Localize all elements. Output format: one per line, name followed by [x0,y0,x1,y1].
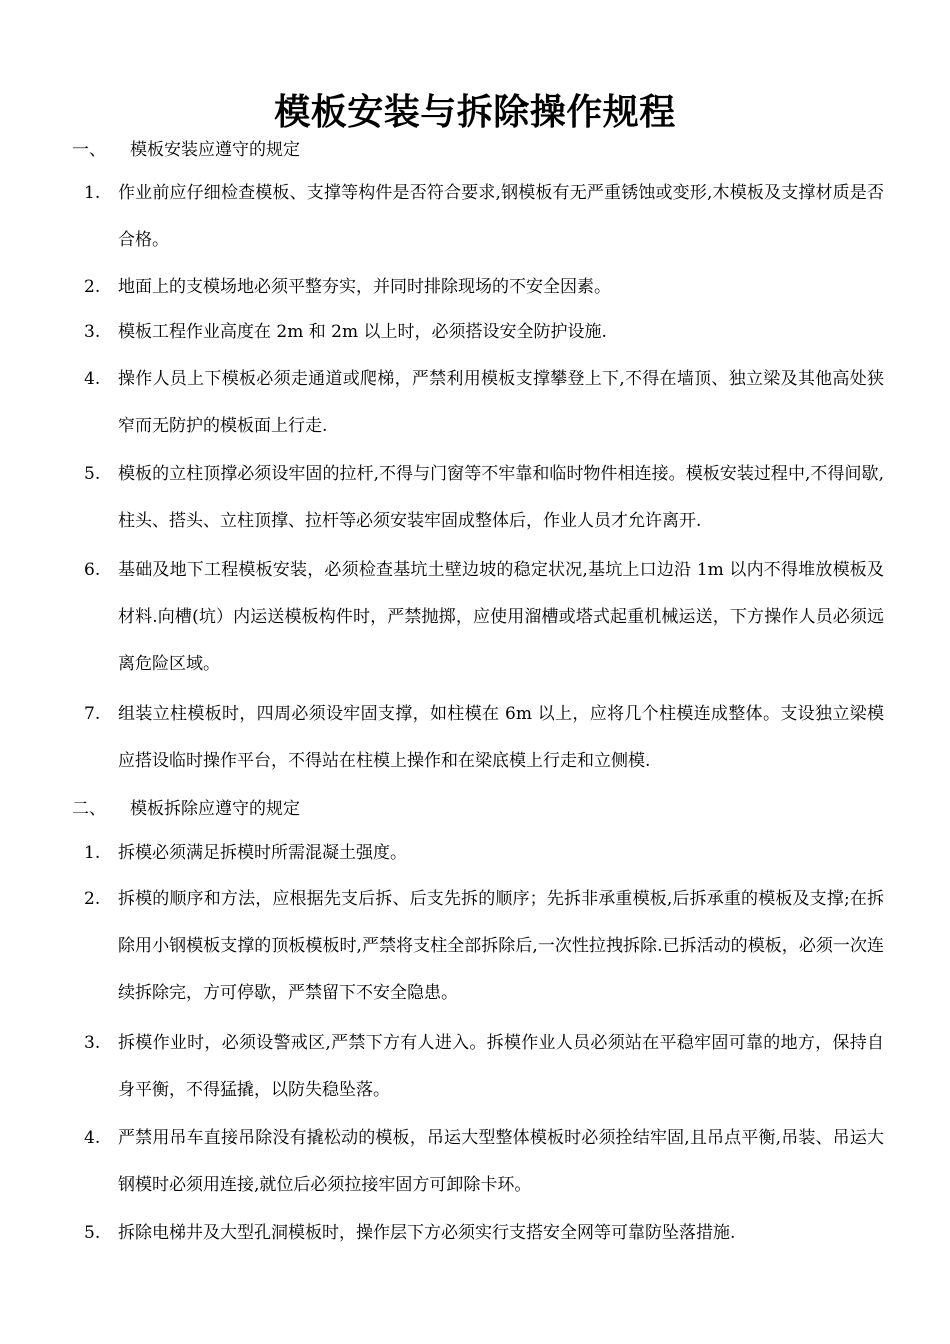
item-text: 组装立柱模板时，四周必须设牢固支撑，如柱模在 6m 以上，应将几个柱模连成整体。支设独立梁模应搭设临时操作平台，不得站在柱模上操作和在梁底模上行走和立侧模. [118,704,884,771]
section-number: 二、 [72,799,106,819]
item-text: 拆模作业时，必须设警戒区,严禁下方有人进入。拆模作业人员必须站在平稳牢固可靠的地方，保持自身平衡，不得猛撬，以防失稳坠落。 [118,1033,884,1100]
item-text: 操作人员上下模板必须走通道或爬梯，严禁利用模板支撑攀登上下,不得在墙顶、独立梁及其他高处狭窄而无防护的模板面上行走. [118,369,884,436]
item-text: 拆模的顺序和方法，应根据先支后拆、后支先拆的顺序；先拆非承重模板,后拆承重的模板及支撑;在拆除用小钢模板支撑的顶板模板时,严禁将支柱全部拆除后,一次性拉拽拆除.已拆活动的模板，必须一次连续拆除完，方可停歇，严禁留下不安全隐患。 [118,889,884,1003]
item-text: 基础及地下工程模板安装，必须检查基坑土壁边坡的稳定状况,基坑上口边沿 1m 以内不得堆放模板及材料.向槽(坑）内运送模板构件时，严禁抛掷，应使用溜槽或塔式起重机械运送，下方操作人员必须远离危险区域。 [118,560,884,674]
section-heading-installation [72,138,300,162]
item-number: 5. [84,464,101,484]
item-number: 2. [84,277,101,297]
section-title: 模板安装应遵守的规定 [130,140,300,160]
item-number: 5. [84,1223,101,1243]
item-number: 1. [84,183,101,203]
item-number: 4. [84,369,101,389]
item-text: 模板的立柱顶撑必须设牢固的拉杆,不得与门窗等不牢靠和临时物件相连接。模板安装过程中,不得间歇,柱头、搭头、立柱顶撑、拉杆等必须安装牢固成整体后，作业人员才允许离开. [118,464,884,531]
item-number: 1. [84,843,101,863]
item-number: 3. [84,1033,101,1053]
item-number: 7. [84,704,101,724]
item-number: 6. [84,560,101,580]
document-title: 模板安装与拆除操作规程 [274,91,676,133]
item-number: 2. [84,889,101,909]
item-number: 3. [84,322,101,342]
item-number: 4. [84,1128,101,1148]
item-text: 作业前应仔细检查模板、支撑等构件是否符合要求,钢模板有无严重锈蚀或变形,木模板及支撑材质是否合格。 [118,183,884,250]
item-text: 地面上的支模场地必须平整夯实，并同时排除现场的不安全因素。 [118,277,611,297]
item-text: 严禁用吊车直接吊除没有撬松动的模板，吊运大型整体模板时必须拴结牢固,且吊点平衡,吊装、吊运大钢模时必须用连接,就位后必须拉接牢固方可卸除卡环。 [118,1128,884,1195]
item-text: 拆除电梯井及大型孔洞模板时，操作层下方必须实行支搭安全网等可靠防坠落措施. [118,1223,736,1243]
section-number: 一、 [72,140,106,160]
item-text: 模板工程作业高度在 2m 和 2m 以上时，必须搭设安全防护设施. [118,322,607,342]
item-text: 拆模必须满足拆模时所需混凝土强度。 [118,843,407,863]
section-heading-removal [72,797,300,821]
section-title: 模板拆除应遵守的规定 [130,799,300,819]
